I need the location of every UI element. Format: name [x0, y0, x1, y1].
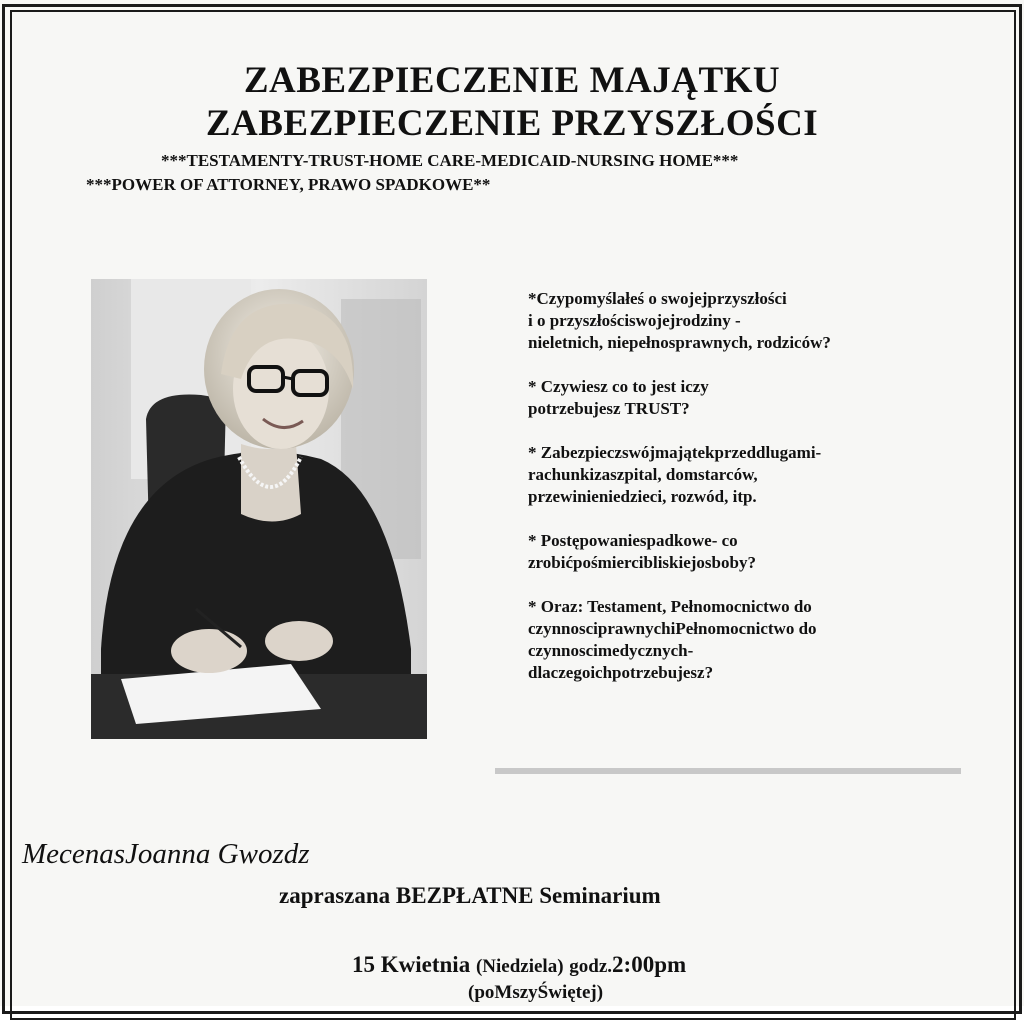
- question-item: [528, 530, 968, 574]
- seminar-time: 2:00pm: [612, 952, 687, 977]
- date-main: 15 Kwietnia: [352, 952, 471, 977]
- seminar-date: [352, 952, 686, 978]
- question-line: * Oraz: Testament, Pełnomocnictwo do: [528, 597, 812, 616]
- question-item: [528, 376, 968, 420]
- time-prefix: godz.: [569, 956, 613, 977]
- presenter-name: MecenasJoanna Gwozdz: [22, 838, 310, 870]
- services-line-2: ***POWER OF ATTORNEY, PRAWO SPADKOWE**: [86, 175, 491, 194]
- presenter-photo: [91, 279, 427, 739]
- question-item: [528, 442, 968, 508]
- question-line: czynnosciprawnychiPełnomocnictwo do: [528, 619, 817, 638]
- question-line: * Czywiesz co to jest iczy: [528, 377, 709, 396]
- date-weekday: (Niedziela): [475, 956, 564, 977]
- question-line: czynnoscimedycznych-: [528, 641, 694, 660]
- question-line: rachunkizaszpital, domstarców,: [528, 465, 758, 484]
- after-mass-note: (poMszyŚwiętej): [468, 982, 604, 1003]
- question-line: * Postępowaniespadkowe- co: [528, 531, 738, 550]
- question-item: [528, 288, 968, 354]
- presenter-portrait-image: [91, 279, 427, 739]
- question-line: nieletnich, niepełnosprawnych, rodziców?: [528, 333, 831, 352]
- question-line: *Czypomyślałeś o swojejprzyszłości: [528, 289, 787, 308]
- question-line: potrzebujesz TRUST?: [528, 399, 690, 418]
- question-line: przewinieniedzieci, rozwód, itp.: [528, 487, 757, 506]
- question-line: * Zabezpieczswójmajątekprzeddlugami-: [528, 443, 822, 462]
- services-line-1: ***TESTAMENTY-TRUST-HOME CARE-MEDICAID-NURSING HOME***: [161, 151, 739, 170]
- title-line-1: ZABEZPIECZENIE MAJĄTKU: [243, 60, 781, 101]
- question-item: [528, 596, 968, 684]
- question-line: zrobićpośmiercibliskiejosboby?: [528, 553, 756, 572]
- section-divider: [495, 768, 961, 774]
- question-line: dlaczegoichpotrzebujesz?: [528, 663, 714, 682]
- title-line-2: ZABEZPIECZENIE PRZYSZŁOŚCI: [205, 103, 819, 144]
- seminar-invitation: zapraszana BEZPŁATNE Seminarium: [279, 883, 661, 908]
- questions-list: [528, 288, 968, 706]
- question-line: i o przyszłościswojejrodziny -: [528, 311, 741, 330]
